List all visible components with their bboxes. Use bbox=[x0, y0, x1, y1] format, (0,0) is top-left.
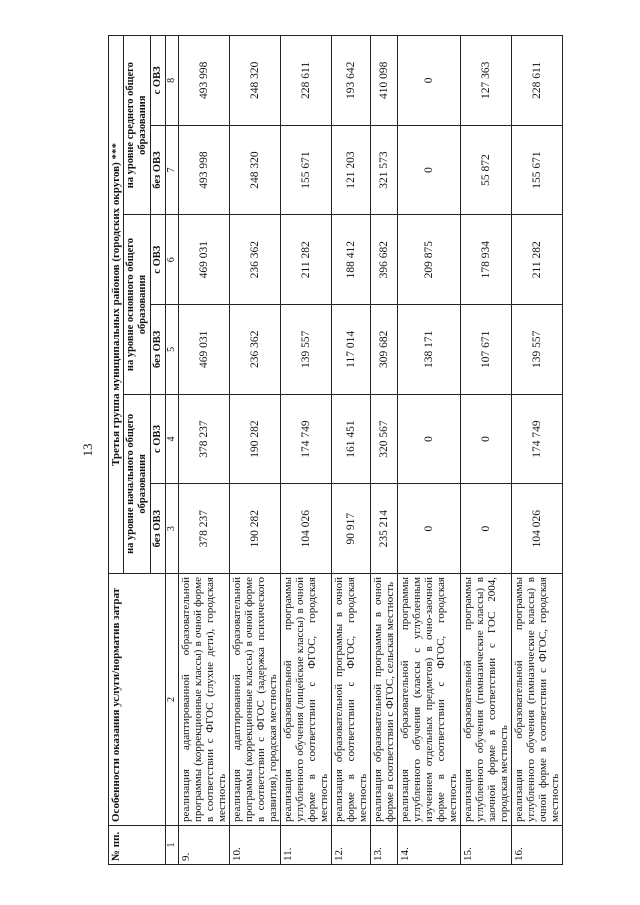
row-value: 161 451 bbox=[332, 394, 371, 484]
row-value: 248 320 bbox=[230, 36, 281, 126]
row-value: 188 412 bbox=[332, 215, 371, 305]
row-description: реализация образовательной программы углубленного обучения (гимназические классы) в заочной форме в соответствии с ГОС 2004, городская местность bbox=[461, 574, 512, 826]
col-number: 6 bbox=[166, 215, 179, 305]
header-level-basic: на уровне основного общего образования bbox=[124, 215, 151, 394]
row-value: 104 026 bbox=[512, 484, 563, 574]
table-row bbox=[398, 36, 461, 865]
row-value: 138 171 bbox=[398, 305, 461, 395]
row-value: 155 671 bbox=[512, 125, 563, 215]
row-value: 0 bbox=[461, 484, 512, 574]
col-number: 8 bbox=[166, 36, 179, 126]
row-description: реализация образовательной программы углубленного обучения (лицейские классы) в очной форме в соответствии с ФГОС, городская местность bbox=[281, 574, 332, 826]
row-description: реализация адаптированной образовательной программы (коррекционные классы) в очной форме в соответствии с ФГОС (задержка психического развития), городская местность bbox=[230, 574, 281, 826]
row-value: 139 557 bbox=[281, 305, 332, 395]
row-value: 235 214 bbox=[371, 484, 398, 574]
row-value: 396 682 bbox=[371, 215, 398, 305]
row-value: 493 998 bbox=[179, 125, 230, 215]
col-number: 3 bbox=[166, 484, 179, 574]
row-value: 228 611 bbox=[512, 36, 563, 126]
row-description: реализация образовательной программы углубленного обучения (классы с углубленным изучением отдельных предметов) в очно-заочной форме в соответствии с ФГОС, городская местность bbox=[398, 574, 461, 826]
row-value: 178 934 bbox=[461, 215, 512, 305]
row-number: 12. bbox=[332, 826, 371, 865]
row-description: реализация образовательной программы углубленного обучения (гимназические классы) в очной форме в соответствии с ФГОС, городская местность bbox=[512, 574, 563, 826]
col-number: 4 bbox=[166, 394, 179, 484]
row-value: 236 362 bbox=[230, 305, 281, 395]
header-desc: Особенности оказания услуги/норматив затрат bbox=[109, 574, 166, 826]
row-value: 174 749 bbox=[512, 394, 563, 484]
row-value: 107 671 bbox=[461, 305, 512, 395]
col-number: 2 bbox=[166, 574, 179, 826]
row-number: 9. bbox=[179, 826, 230, 865]
row-value: 0 bbox=[398, 36, 461, 126]
row-value: 121 203 bbox=[332, 125, 371, 215]
row-value: 469 031 bbox=[179, 215, 230, 305]
col-number: 1 bbox=[166, 826, 179, 865]
table-row bbox=[371, 36, 398, 865]
header-no-ovz: без ОВЗ bbox=[151, 125, 166, 215]
row-value: 211 282 bbox=[512, 215, 563, 305]
row-value: 55 872 bbox=[461, 125, 512, 215]
row-value: 493 998 bbox=[179, 36, 230, 126]
row-value: 0 bbox=[398, 125, 461, 215]
row-value: 155 671 bbox=[281, 125, 332, 215]
row-value: 321 573 bbox=[371, 125, 398, 215]
row-value: 228 611 bbox=[281, 36, 332, 126]
row-value: 0 bbox=[398, 394, 461, 484]
col-number: 5 bbox=[166, 305, 179, 395]
table-row bbox=[332, 36, 371, 865]
table-row bbox=[281, 36, 332, 865]
table-row bbox=[179, 36, 230, 865]
rotated-table-container bbox=[108, 35, 561, 865]
table-row bbox=[461, 36, 512, 865]
row-value: 211 282 bbox=[281, 215, 332, 305]
row-value: 410 098 bbox=[371, 36, 398, 126]
row-value: 193 642 bbox=[332, 36, 371, 126]
row-value: 117 014 bbox=[332, 305, 371, 395]
cost-norms-table bbox=[108, 35, 563, 865]
header-level-secondary: на уровне среднего общего образования bbox=[124, 36, 151, 215]
row-value: 378 237 bbox=[179, 394, 230, 484]
table-row bbox=[512, 36, 563, 865]
row-value: 0 bbox=[461, 394, 512, 484]
row-value: 309 682 bbox=[371, 305, 398, 395]
header-with-ovz: с ОВЗ bbox=[151, 215, 166, 305]
row-value: 378 237 bbox=[179, 484, 230, 574]
header-with-ovz: с ОВЗ bbox=[151, 36, 166, 126]
row-value: 469 031 bbox=[179, 305, 230, 395]
row-number: 10. bbox=[230, 826, 281, 865]
table-row bbox=[230, 36, 281, 865]
row-number: 16. bbox=[512, 826, 563, 865]
row-value: 320 567 bbox=[371, 394, 398, 484]
col-number: 7 bbox=[166, 125, 179, 215]
row-value: 90 917 bbox=[332, 484, 371, 574]
header-with-ovz: с ОВЗ bbox=[151, 394, 166, 484]
row-value: 104 026 bbox=[281, 484, 332, 574]
row-value: 139 557 bbox=[512, 305, 563, 395]
row-value: 190 282 bbox=[230, 394, 281, 484]
row-description: реализация образовательной программы в очной форме в соответствии с ФГОС, городская местность bbox=[332, 574, 371, 826]
row-value: 127 363 bbox=[461, 36, 512, 126]
row-value: 248 320 bbox=[230, 125, 281, 215]
header-no-ovz: без ОВЗ bbox=[151, 305, 166, 395]
header-no-ovz: без ОВЗ bbox=[151, 484, 166, 574]
row-value: 174 749 bbox=[281, 394, 332, 484]
row-description: реализация образовательной программы в очной форме в соответствии с ФГОС, сельская местность bbox=[371, 574, 398, 826]
header-group: Третья группа муниципальных районов (городских округов) *** bbox=[109, 36, 124, 574]
header-num: № пп. bbox=[109, 826, 166, 865]
row-value: 209 875 bbox=[398, 215, 461, 305]
row-value: 190 282 bbox=[230, 484, 281, 574]
page-number: 13 bbox=[80, 443, 95, 457]
row-number: 15. bbox=[461, 826, 512, 865]
row-number: 14. bbox=[398, 826, 461, 865]
row-value: 0 bbox=[398, 484, 461, 574]
row-number: 11. bbox=[281, 826, 332, 865]
row-number: 13. bbox=[371, 826, 398, 865]
header-level-primary: на уровне начального общего образования bbox=[124, 394, 151, 573]
row-description: реализация адаптированной образовательной программы (коррекционные классы) в очной форме в соответствии с ФГОС (глухие дети), городская местность bbox=[179, 574, 230, 826]
row-value: 236 362 bbox=[230, 215, 281, 305]
